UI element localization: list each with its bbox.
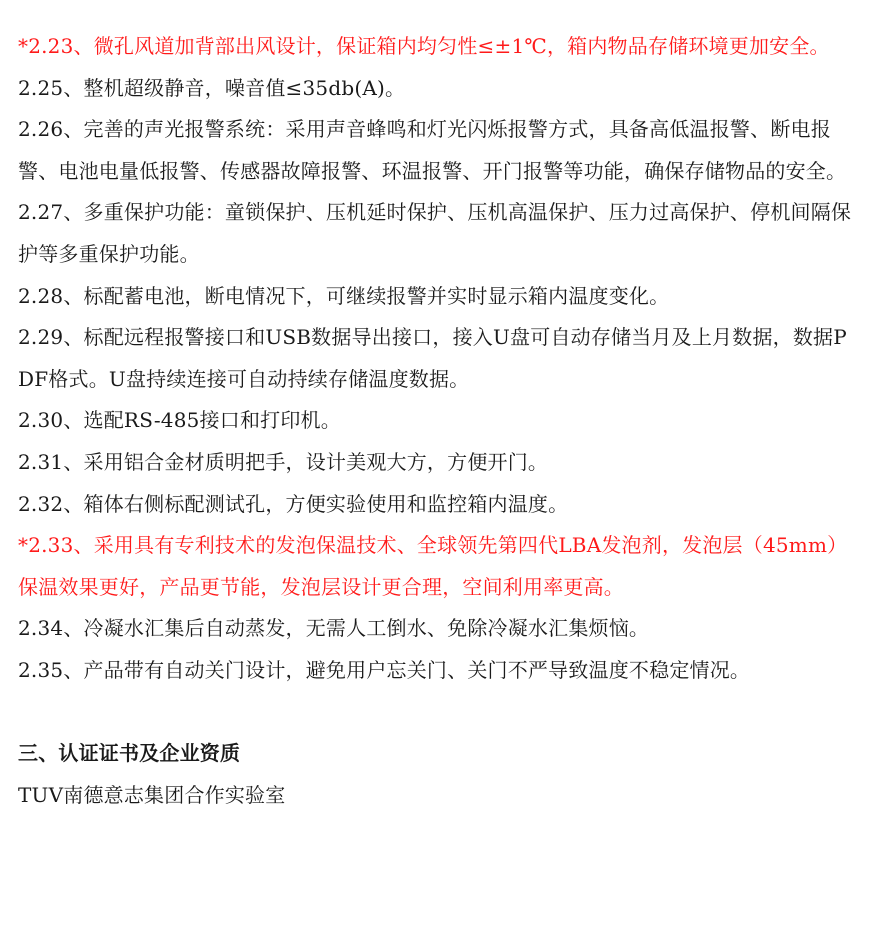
spec-item-2-29: 2.29、标配远程报警接口和USB数据导出接口，接入U盘可自动存储当月及上月数据，数据PDF格式。U盘持续连接可自动持续存储温度数据。	[18, 325, 847, 391]
section-heading: 三、认证证书及企业资质	[18, 741, 241, 766]
spec-item-2-23: *2.23、微孔风道加背部出风设计，保证箱内均匀性≤±1℃，箱内物品存储环境更加安全。	[18, 34, 830, 58]
spec-item-2-28: 2.28、标配蓄电池，断电情况下，可继续报警并实时显示箱内温度变化。	[18, 283, 670, 308]
spec-item-2-33: *2.33、采用具有专利技术的发泡保温技术、全球领先第四代LBA发泡剂，发泡层（45mm）保温效果更好，产品更节能，发泡层设计更合理，空间利用率更高。	[18, 533, 848, 599]
section-body: TUV南德意志集团合作实验室	[18, 782, 286, 807]
spec-item-2-26: 2.26、完善的声光报警系统：采用声音蜂鸣和灯光闪烁报警方式，具备高低温报警、断电报警、电池电量低报警、传感器故障报警、环温报警、开门报警等功能，确保存储物品的安全。	[18, 117, 847, 183]
spec-item-2-32: 2.32、箱体右侧标配测试孔，方便实验使用和监控箱内温度。	[18, 491, 569, 516]
spec-item-2-34: 2.34、冷凝水汇集后自动蒸发，无需人工倒水、免除冷凝水汇集烦恼。	[18, 616, 650, 641]
spec-item-2-31: 2.31、采用铝合金材质明把手，设计美观大方，方便开门。	[18, 449, 549, 474]
spec-item-2-27: 2.27、多重保护功能：童锁保护、压机延时保护、压机高温保护、压力过高保护、停机间隔保护等多重保护功能。	[18, 200, 852, 266]
spec-item-2-35: 2.35、产品带有自动关门设计，避免用户忘关门、关门不严导致温度不稳定情况。	[18, 657, 751, 682]
spec-item-2-25: 2.25、整机超级静音，噪音值≤35db(A)。	[18, 75, 406, 100]
spec-item-2-30: 2.30、选配RS-485接口和打印机。	[18, 408, 341, 433]
section-spacer	[18, 692, 860, 734]
document-page	[18, 26, 860, 816]
